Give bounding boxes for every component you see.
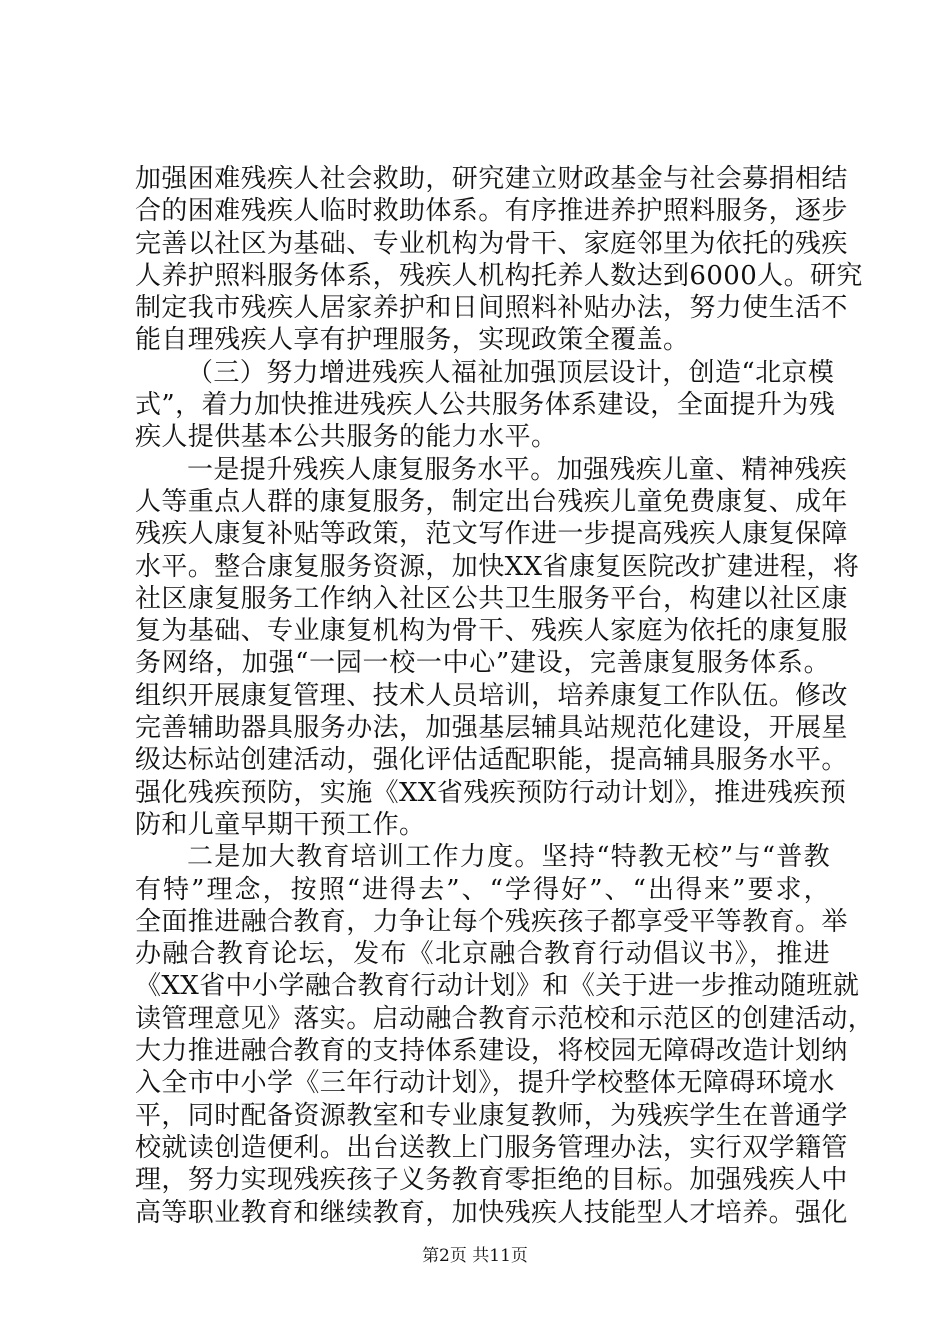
text-line: 强化残疾预防，实施《XX省残疾预防行动计划》，推进残疾预 (135, 777, 847, 808)
text-line: 合的困难残疾人临时救助体系。有序推进养护照料服务，逐步 (135, 196, 848, 227)
text-line: 复为基础、专业康复机构为骨干、残疾人家庭为依托的康复服 (135, 616, 848, 647)
text-line: 加强困难残疾人社会救助，研究建立财政基金与社会募捐相结 (135, 164, 848, 194)
text-line: 完善以社区为基础、专业机构为骨干、家庭邻里为依托的残疾 (135, 228, 848, 259)
page-footer (0, 1244, 950, 1268)
text-line: 式”，着力加快推进残疾人公共服务体系建设，全面提升为残 (135, 390, 836, 421)
text-line: （三）努力增进残疾人福祉加强顶层设计，创造“北京模 (187, 357, 835, 388)
text-line: 防和儿童早期干预工作。 (135, 809, 426, 840)
text-line: 务网络，加强“一园一校一中心”建设，完善康复服务体系。 (135, 648, 830, 679)
text-line: 校就读创造便利。出台送教上门服务管理办法，实行双学籍管 (135, 1132, 848, 1163)
text-line: 人养护照料服务体系，残疾人机构托养人数达到6000人。研究 (135, 260, 863, 291)
text-line: 读管理意见》落实。启动融合教育示范校和示范区的创建活动， (135, 1003, 875, 1034)
text-line: 大力推进融合教育的支持体系建设，将校园无障碍改造计划纳 (135, 1036, 848, 1067)
text-line: 二是加大教育培训工作力度。坚持“特教无校”与“普教 (187, 842, 830, 873)
text-line: 级达标站创建活动，强化评估适配职能，提高辅具服务水平。 (135, 745, 848, 776)
text-line: 高等职业教育和继续教育，加快残疾人技能型人才培养。强化 (135, 1197, 848, 1228)
text-line: 办融合教育论坛，发布《北京融合教育行动倡议书》，推进 (135, 939, 830, 970)
text-line: 入全市中小学《三年行动计划》，提升学校整体无障碍环境水 (135, 1068, 835, 1099)
page-total: 共11页 (472, 1246, 528, 1266)
text-line: 组织开展康复管理、技术人员培训，培养康复工作队伍。修改 (135, 680, 848, 711)
text-line: 疾人提供基本公共服务的能力水平。 (135, 422, 558, 453)
text-line: 《XX省中小学融合教育行动计划》和《关于进一步推动随班就 (135, 971, 860, 1002)
document-body (135, 163, 875, 1229)
text-line: 人等重点人群的康复服务，制定出台残疾儿童免费康复、成年 (135, 486, 848, 517)
text-line: 平，同时配备资源教室和专业康复教师，为残疾学生在普通学 (135, 1100, 848, 1131)
text-line: 有特”理念，按照“进得去”、“学得好”、“出得来”要求， (135, 874, 830, 905)
page-number: 第2页 (422, 1246, 467, 1266)
text-line: 制定我市残疾人居家养护和日间照料补贴办法，努力使生活不 (135, 293, 848, 324)
text-line: 水平。整合康复服务资源，加快XX省康复医院改扩建进程，将 (135, 551, 860, 582)
text-line: 完善辅助器具服务办法，加强基层辅具站规范化建设，开展星 (135, 713, 848, 744)
text-line: 能自理残疾人享有护理服务，实现政策全覆盖。 (135, 325, 690, 356)
text-line: 社区康复服务工作纳入社区公共卫生服务平台，构建以社区康 (135, 583, 848, 614)
text-line: 理，努力实现残疾孩子义务教育零拒绝的目标。加强残疾人中 (135, 1165, 848, 1196)
text-line: 残疾人康复补贴等政策，范文写作进一步提高残疾人康复保障 (135, 519, 848, 550)
text-line: 全面推进融合教育，力争让每个残疾孩子都享受平等教育。举 (135, 906, 848, 937)
text-line: 一是提升残疾人康复服务水平。加强残疾儿童、精神残疾 (187, 454, 848, 485)
